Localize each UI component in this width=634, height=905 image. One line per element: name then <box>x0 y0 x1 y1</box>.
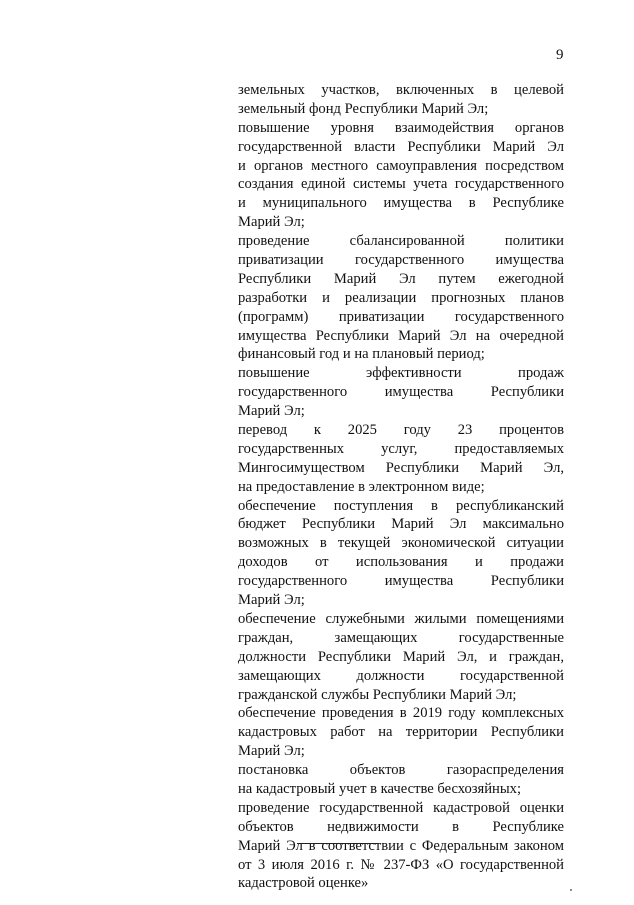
text-line: бюджет Республики Марий Эл максимально <box>238 516 564 533</box>
text-line: создания единой системы учета государственного <box>238 176 564 193</box>
text-line: на кадастровый учет в качестве бесхозяйных; <box>238 780 522 797</box>
list-item-paragraph <box>238 421 564 497</box>
text-line: кадастровых работ на территории Республики <box>238 724 564 741</box>
text-line: проведение сбалансированной политики <box>238 233 564 250</box>
text-line: Марий Эл; <box>238 592 305 609</box>
list-item-paragraph <box>238 497 564 610</box>
list-item-paragraph <box>238 799 564 893</box>
scan-speck <box>570 889 572 891</box>
text-line: от 3 июля 2016 г. № 237-ФЗ «О государственной <box>238 856 564 873</box>
text-line: государственных услуг, предоставляемых <box>238 440 564 457</box>
text-line: Марий Эл в соответствии с Федеральным законом <box>238 837 564 854</box>
list-item-paragraph <box>238 119 564 232</box>
text-line: Марий Эл; <box>238 403 305 420</box>
list-item-paragraph <box>238 232 564 364</box>
text-line: проведение государственной кадастровой оценки <box>238 799 564 816</box>
text-line: обеспечение служебными жилыми помещениями <box>238 610 564 627</box>
text-line: перевод к 2025 году 23 процентов <box>238 422 564 439</box>
page-number: 9 <box>556 47 564 63</box>
text-line: Марий Эл; <box>238 743 305 760</box>
text-line: государственного имущества Республики <box>238 384 564 401</box>
text-line: повышение уровня взаимодействия органов <box>238 119 564 136</box>
text-line: имущества Республики Марий Эл на очередной <box>238 327 564 344</box>
text-line: (программ) приватизации государственного <box>238 308 564 325</box>
list-item-paragraph <box>238 81 564 119</box>
list-item-paragraph <box>238 364 564 421</box>
text-line: обеспечение проведения в 2019 году комплексных <box>238 705 564 722</box>
list-item-paragraph <box>238 704 564 761</box>
list-item-paragraph <box>238 610 564 704</box>
list-item-paragraph <box>238 761 564 799</box>
text-line: граждан, замещающих государственные <box>238 629 564 646</box>
text-line: государственной власти Республики Марий Эл <box>238 138 564 155</box>
text-line: постановка объектов газораспределения <box>238 762 564 779</box>
text-line: должности Республики Марий Эл, и граждан, <box>238 648 564 665</box>
text-line: повышение эффективности продаж <box>238 365 564 382</box>
text-line: возможных в текущей экономической ситуации <box>238 535 564 552</box>
text-line: земельных участков, включенных в целевой <box>238 82 564 98</box>
text-line: финансовый год и на плановый период; <box>238 346 485 363</box>
text-line: на предоставление в электронном виде; <box>238 478 485 495</box>
text-line: земельный фонд Республики Марий Эл; <box>238 100 489 117</box>
text-line: разработки и реализации прогнозных планов <box>238 289 564 306</box>
text-line: объектов недвижимости в Республике <box>238 818 564 835</box>
text-line: государственного имущества Республики <box>238 573 564 590</box>
text-line: Марий Эл; <box>238 214 305 231</box>
text-line: Республики Марий Эл путем ежегодной <box>238 270 564 287</box>
text-line: и органов местного самоуправления посредством <box>238 157 564 174</box>
text-line: обеспечение поступления в республиканский <box>238 497 564 514</box>
text-line: Мингосимуществом Республики Марий Эл, <box>238 459 564 476</box>
footnote-separator-line <box>297 843 379 844</box>
text-line: гражданской службы Республики Марий Эл; <box>238 686 517 703</box>
text-line: приватизации государственного имущества <box>238 252 564 269</box>
text-line: замещающих должности государственной <box>238 667 564 684</box>
text-line: и муниципального имущества в Республике <box>238 195 564 212</box>
document-body <box>238 81 564 893</box>
text-line: доходов от использования и продажи <box>238 554 564 571</box>
text-line: кадастровой оценке» <box>238 875 369 892</box>
